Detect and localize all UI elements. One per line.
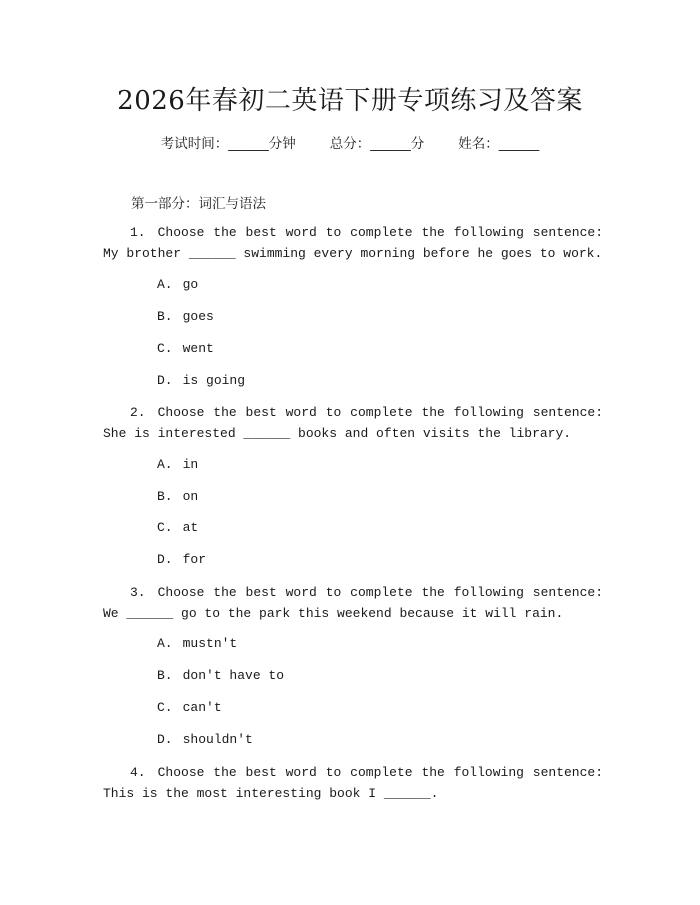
question-3-option-b (157, 667, 284, 685)
option-text: go (182, 277, 199, 292)
option-text: don't have to (182, 668, 285, 683)
question-3-option-c (157, 699, 222, 717)
question-1-option-c (157, 340, 214, 358)
option-text: mustn't (182, 636, 238, 651)
option-text: shouldn't (182, 732, 253, 747)
option-letter: A. (157, 457, 173, 472)
question-1-option-b (157, 308, 214, 326)
option-text: at (182, 520, 199, 535)
student-name-label: 姓名：______ (458, 136, 540, 152)
question-number: 4. (130, 765, 146, 780)
option-text: can't (182, 700, 222, 715)
question-number: 3. (130, 585, 146, 600)
option-letter: B. (157, 309, 173, 324)
option-text: is going (182, 373, 246, 388)
option-letter: D. (157, 373, 173, 388)
question-text: Choose the best word to complete the following sentence: My brother ______ swimming every morning before he goes to work. (103, 225, 603, 261)
option-letter: A. (157, 277, 173, 292)
exam-meta (0, 132, 700, 152)
question-number: 2. (130, 405, 146, 420)
question-1-option-d (157, 372, 245, 390)
option-letter: A. (157, 636, 173, 651)
option-text: went (182, 341, 214, 356)
option-letter: C. (157, 700, 173, 715)
option-text: in (182, 457, 199, 472)
option-letter: B. (157, 489, 173, 504)
option-letter: B. (157, 668, 173, 683)
question-text: Choose the best word to complete the following sentence: She is interested ______ books and often visits the library. (103, 405, 603, 441)
option-letter: D. (157, 552, 173, 567)
exam-time-label: 考试时间：______分钟 (160, 136, 296, 152)
question-2 (103, 402, 603, 444)
question-3-option-a (157, 635, 237, 653)
question-number: 1. (130, 225, 146, 240)
question-2-option-c (157, 519, 198, 537)
option-letter: C. (157, 520, 173, 535)
question-text: Choose the best word to complete the following sentence: We ______ go to the park this weekend because it will rain. (103, 585, 603, 621)
option-text: goes (182, 309, 214, 324)
question-1 (103, 222, 603, 264)
question-2-option-b (157, 488, 198, 506)
page-title: 2026年春初二英语下册专项练习及答案 (117, 86, 583, 116)
question-3-option-d (157, 731, 253, 749)
option-text: on (182, 489, 199, 504)
option-letter: C. (157, 341, 173, 356)
section-title: 第一部分：词汇与语法 (131, 196, 266, 212)
option-letter: D. (157, 732, 173, 747)
question-3 (103, 582, 603, 624)
question-1-option-a (157, 276, 198, 294)
question-4 (103, 762, 603, 804)
question-2-option-a (157, 456, 198, 474)
option-text: for (182, 552, 207, 567)
question-text: Choose the best word to complete the following sentence: This is the most interesting book I ______. (103, 765, 603, 801)
question-2-option-d (157, 551, 206, 569)
total-score-label: 总分：______分 (329, 136, 425, 152)
